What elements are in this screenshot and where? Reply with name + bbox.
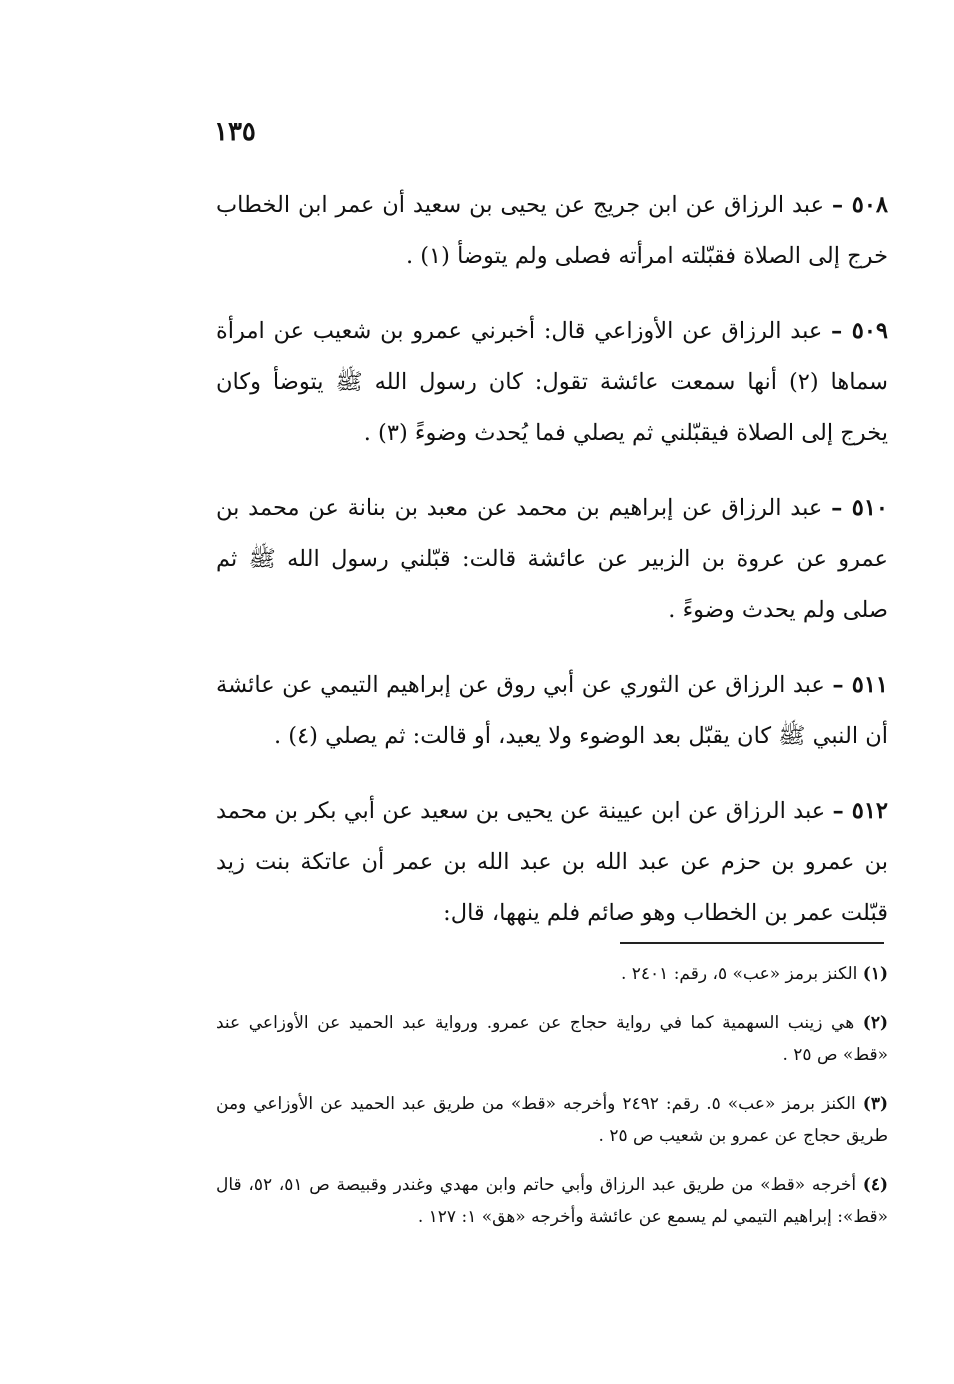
- hadith-entry-510: [216, 483, 888, 636]
- entry-number: ٥١١ –: [832, 672, 888, 698]
- entry-text: عبد الرزاق عن ابن جريج عن يحيى بن سعيد أن عمر ابن الخطاب خرج إلى الصلاة فقبّلته امرأته فصلى ولم يتوضأ (١) .: [216, 192, 888, 269]
- hadith-entry-512: [216, 786, 888, 939]
- entry-text: عبد الرزاق عن إبراهيم بن محمد عن معبد بن بنانة عن محمد بن عمرو عن عروة بن الزبير عن عائشة قالت: قبّلني رسول الله ﷺ ثم صلى ولم يحدث وضوءً .: [216, 495, 888, 623]
- entry-text: عبد الرزاق عن ابن عيينة عن يحيى بن سعيد عن أبي بكر بن محمد بن عمرو بن حزم عن عبد الله بن عبد الله بن عمر أن عاتكة بنت زيد قبّلت عمر بن الخطاب وهو صائم فلم ينهها، قال:: [216, 798, 888, 926]
- footnote-text: الكنز برمز «عب» ٥، رقم: ٢٤٠١ .: [620, 964, 858, 984]
- entry-number: ٥١٠ –: [831, 495, 889, 521]
- footnote-separator: [620, 942, 884, 944]
- footnote-number: (٣): [862, 1094, 888, 1114]
- entry-text: عبد الرزاق عن الأوزاعي قال: أخبرني عمرو بن شعيب عن امرأة سماها (٢) أنها سمعت عائشة تقول: كان رسول الله ﷺ يتوضأ وكان يخرج إلى الصلاة فيقبّلني ثم يصلي فما يُحدث وضوءً (٣) .: [216, 318, 888, 446]
- hadith-entry-509: [216, 306, 888, 459]
- footnote-1: [216, 958, 888, 990]
- hadith-entry-508: [216, 180, 888, 282]
- entry-text: عبد الرزاق عن الثوري عن أبي روق عن إبراهيم التيمي عن عائشة أن النبي ﷺ كان يقبّل بعد الوضوء ولا يعيد، أو قالت: ثم يصلي (٤) .: [216, 672, 888, 749]
- hadith-entry-511: [216, 660, 888, 762]
- page-number: ١٣٥: [214, 117, 256, 147]
- footnote-number: (٢): [862, 1013, 889, 1033]
- footnotes: [216, 958, 888, 1241]
- footnote-2: [216, 1007, 888, 1071]
- footnote-text: الكنز برمز «عب» ٥. رقم: ٢٤٩٢ وأخرجه «قط» من طريق عبد الحميد عن الأوزاعي ومن طريق حجاج عن عمرو بن شعيب ص ٢٥ .: [216, 1094, 888, 1146]
- footnote-4: [216, 1169, 888, 1233]
- footnote-3: [216, 1088, 888, 1152]
- entry-number: ٥١٢ –: [832, 798, 889, 824]
- footnote-number: (١): [862, 964, 888, 984]
- footnote-text: هي زينب السهمية كما في رواية حجاج عن عمرو. ورواية عبد الحميد عن الأوزاعي عند «قط» ص ٢٥ .: [216, 1013, 888, 1065]
- hadith-entries: [216, 180, 888, 963]
- footnote-number: (٤): [862, 1175, 888, 1195]
- entry-number: ٥٠٩ –: [831, 318, 888, 344]
- entry-number: ٥٠٨ –: [831, 192, 888, 218]
- footnote-text: أخرجه «قط» من طريق عبد الرزاق وأبي حاتم وابن مهدي وغندر وقبيصة ص ٥١، ٥٢، قال «قط»: إبراهيم التيمي لم يسمع عن عائشة وأخرجه «هق» ١: ١٢٧ .: [216, 1175, 888, 1227]
